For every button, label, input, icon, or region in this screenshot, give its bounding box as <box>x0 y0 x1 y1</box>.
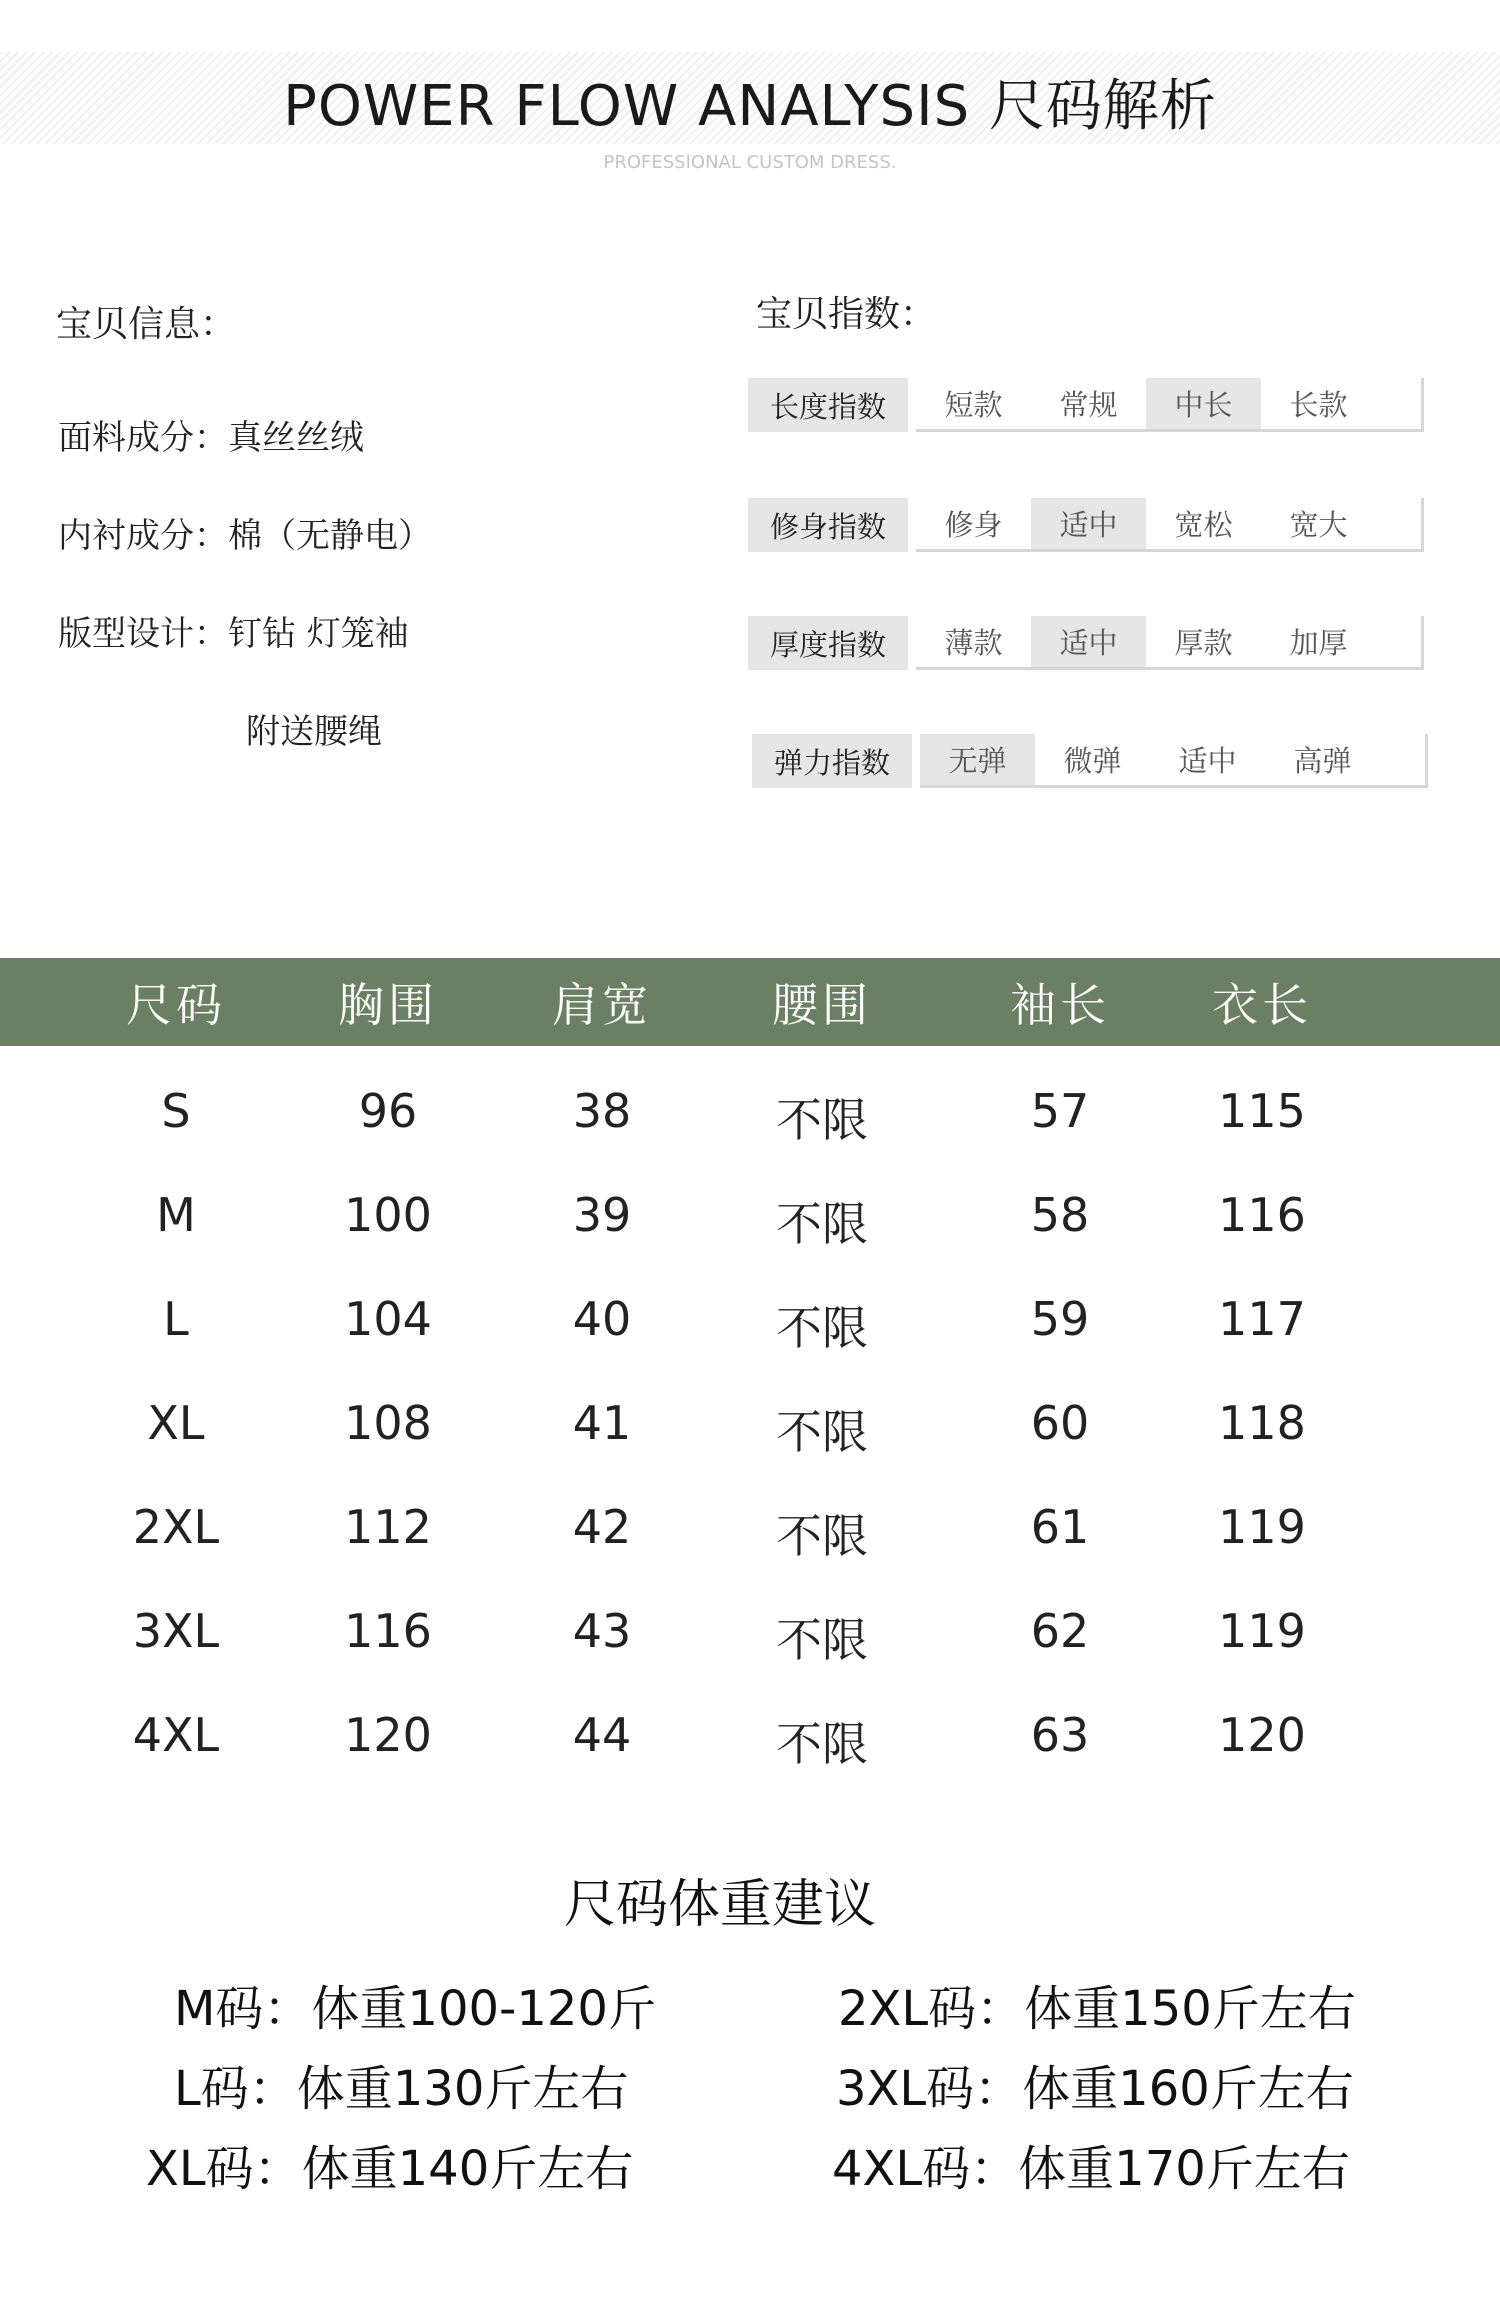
cell-sleeve: 61 <box>1030 1500 1090 1554</box>
cell-waist: 不限 <box>776 1613 868 1667</box>
index-options <box>916 378 1424 432</box>
cell-size: 4XL <box>132 1708 220 1762</box>
cell-size: M <box>156 1188 196 1242</box>
cell-waist: 不限 <box>776 1197 868 1251</box>
cell-bust: 96 <box>358 1084 418 1138</box>
cell-bust: 116 <box>344 1604 432 1658</box>
cell-length: 115 <box>1218 1084 1306 1138</box>
index-options <box>916 498 1424 552</box>
cell-shoulder: 38 <box>572 1084 632 1138</box>
index-option-selected: 中长 <box>1146 378 1261 429</box>
index-option: 宽松 <box>1174 508 1233 542</box>
thickness-index-row <box>748 616 1424 670</box>
index-option: 微弹 <box>1063 744 1122 778</box>
index-option: 薄款 <box>944 626 1003 660</box>
page-subtitle: PROFESSIONAL CUSTOM DRESS. <box>603 152 897 173</box>
index-label: 弹力指数 <box>752 734 912 788</box>
cell-bust: 100 <box>344 1188 432 1242</box>
cell-sleeve: 58 <box>1030 1188 1090 1242</box>
fabric-info: 面料成分：真丝丝绒 <box>58 418 364 458</box>
index-label: 厚度指数 <box>748 616 908 670</box>
header-length: 衣长 <box>1212 978 1312 1032</box>
index-option: 长款 <box>1289 388 1348 422</box>
cell-waist: 不限 <box>776 1093 868 1147</box>
header-size: 尺码 <box>126 978 226 1032</box>
weight-advice-item: L码：体重130斤左右 <box>174 2061 629 2117</box>
cell-shoulder: 44 <box>572 1708 632 1762</box>
length-index-row <box>748 378 1424 432</box>
index-option: 宽大 <box>1289 508 1348 542</box>
fit-index-row <box>748 498 1424 552</box>
cell-bust: 112 <box>344 1500 432 1554</box>
weight-advice-item: 4XL码：体重170斤左右 <box>832 2141 1350 2197</box>
cell-waist: 不限 <box>776 1301 868 1355</box>
cell-size: L <box>163 1292 189 1346</box>
index-option: 加厚 <box>1289 626 1348 660</box>
weight-advice-item: M码：体重100-120斤 <box>174 1981 656 2037</box>
size-table-header <box>0 958 1500 1046</box>
cell-sleeve: 60 <box>1030 1396 1090 1450</box>
index-options <box>916 616 1424 670</box>
weight-advice-item: 3XL码：体重160斤左右 <box>836 2061 1354 2117</box>
cell-sleeve: 62 <box>1030 1604 1090 1658</box>
cell-shoulder: 40 <box>572 1292 632 1346</box>
cell-sleeve: 63 <box>1030 1708 1090 1762</box>
index-option: 厚款 <box>1174 626 1233 660</box>
index-option-selected: 适中 <box>1031 616 1146 667</box>
cell-bust: 104 <box>344 1292 432 1346</box>
cell-shoulder: 39 <box>572 1188 632 1242</box>
cell-size: XL <box>147 1396 205 1450</box>
header-waist: 腰围 <box>772 978 872 1032</box>
cell-size: S <box>161 1084 191 1138</box>
cell-length: 117 <box>1218 1292 1306 1346</box>
index-option-selected: 无弹 <box>920 734 1035 785</box>
index-option: 高弹 <box>1293 744 1352 778</box>
weight-advice-item: 2XL码：体重150斤左右 <box>838 1981 1356 2037</box>
accessory-info: 附送腰绳 <box>246 712 382 752</box>
index-option: 适中 <box>1178 744 1237 778</box>
weight-advice-title: 尺码体重建议 <box>563 1875 876 1935</box>
cell-shoulder: 43 <box>572 1604 632 1658</box>
cell-shoulder: 41 <box>572 1396 632 1450</box>
cell-length: 119 <box>1218 1604 1306 1658</box>
page-title: POWER FLOW ANALYSIS 尺码解析 <box>283 74 1217 139</box>
design-info: 版型设计：钉钻 灯笼袖 <box>58 614 409 654</box>
cell-length: 119 <box>1218 1500 1306 1554</box>
header-sleeve: 袖长 <box>1010 978 1110 1032</box>
header-shoulder: 肩宽 <box>552 978 652 1032</box>
index-option-selected: 适中 <box>1031 498 1146 549</box>
cell-waist: 不限 <box>776 1509 868 1563</box>
index-label: 长度指数 <box>748 378 908 432</box>
cell-shoulder: 42 <box>572 1500 632 1554</box>
product-index-heading: 宝贝指数： <box>756 294 937 335</box>
cell-size: 3XL <box>132 1604 220 1658</box>
cell-waist: 不限 <box>776 1405 868 1459</box>
index-option: 修身 <box>944 508 1003 542</box>
cell-waist: 不限 <box>776 1717 868 1771</box>
lining-info: 内衬成分：棉（无静电） <box>58 516 432 556</box>
cell-bust: 120 <box>344 1708 432 1762</box>
index-option: 短款 <box>944 388 1003 422</box>
cell-length: 116 <box>1218 1188 1306 1242</box>
cell-sleeve: 57 <box>1030 1084 1090 1138</box>
weight-advice-item: XL码：体重140斤左右 <box>146 2141 634 2197</box>
header-bust: 胸围 <box>338 978 438 1032</box>
cell-length: 120 <box>1218 1708 1306 1762</box>
cell-sleeve: 59 <box>1030 1292 1090 1346</box>
cell-size: 2XL <box>132 1500 220 1554</box>
cell-bust: 108 <box>344 1396 432 1450</box>
product-info-heading: 宝贝信息： <box>56 304 237 345</box>
index-options <box>920 734 1428 788</box>
index-option: 常规 <box>1059 388 1118 422</box>
index-label: 修身指数 <box>748 498 908 552</box>
elasticity-index-row <box>752 734 1428 788</box>
cell-length: 118 <box>1218 1396 1306 1450</box>
